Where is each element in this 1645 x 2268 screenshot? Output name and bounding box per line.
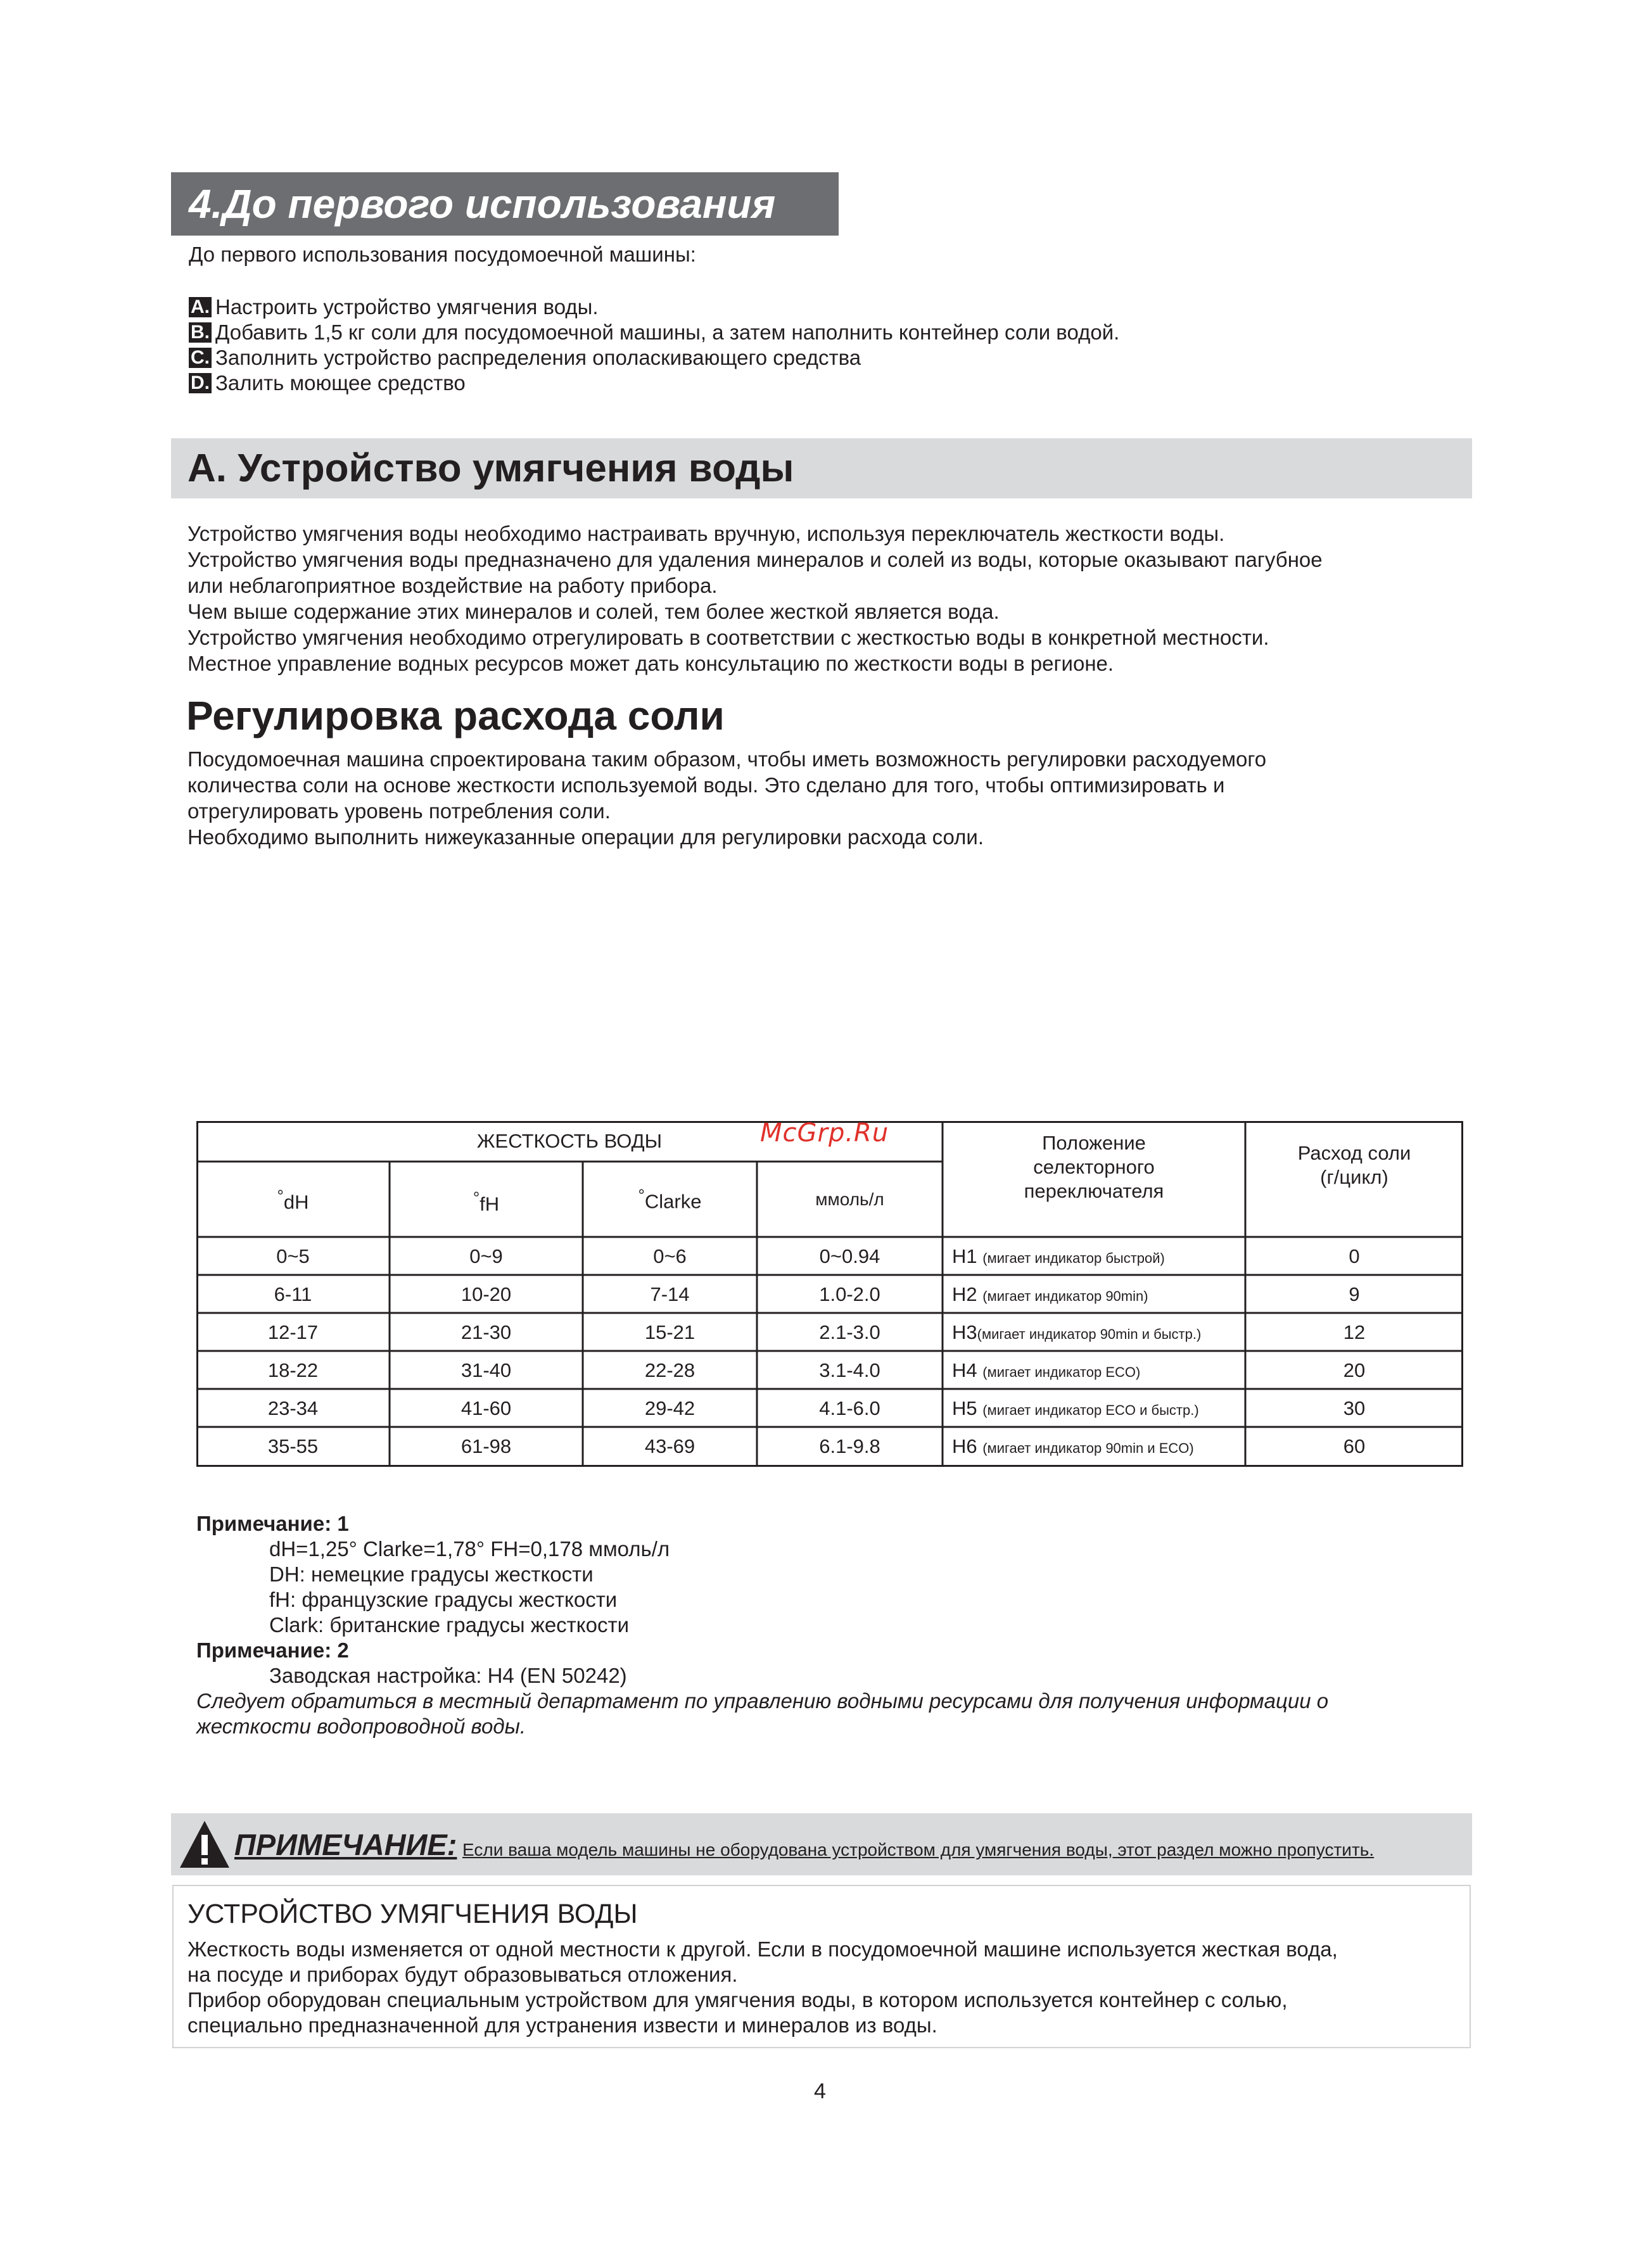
cell-position <box>952 1321 1201 1344</box>
step-letter: C. <box>189 348 212 368</box>
paragraph-line: или неблагоприятное воздействие на работу прибора. <box>187 574 718 597</box>
page-number: 4 <box>814 2079 826 2103</box>
paragraph-line: Местное управление водных ресурсов может дать консультацию по жесткости воды в регионе. <box>187 652 1114 675</box>
step-letter: A. <box>189 297 212 317</box>
cell-salt: 12 <box>1343 1321 1366 1343</box>
cell-position <box>952 1283 1148 1306</box>
warning-bar <box>171 1813 1472 1875</box>
paragraph-line: Устройство умягчения воды предназначено для удаления минералов и солей из воды, которые оказывают пагубное <box>187 548 1323 571</box>
step-item <box>189 295 1119 320</box>
selector-header <box>943 1131 1245 1203</box>
step-letter: B. <box>189 322 212 343</box>
watermark: McGrp.Ru <box>760 1118 889 1148</box>
paragraph-line: Посудомоечная машина спроектирована таким образом, чтобы иметь возможность регулировки расходуемого <box>187 747 1267 771</box>
paragraph-line: Устройство умягчения необходимо отрегулировать в соответствии с жесткостью воды в конкретной местности. <box>187 626 1269 649</box>
cell-position <box>952 1435 1194 1458</box>
cell-dh: 35-55 <box>267 1435 319 1457</box>
paragraph-line: Прибор оборудован специальным устройством для умягчения воды, в котором используется контейнер с солью, <box>187 1988 1288 2011</box>
note-line: DH: немецкие градусы жесткости <box>269 1562 594 1586</box>
cell-clarke: 0~6 <box>653 1245 687 1267</box>
degree-sign: ° <box>277 1188 284 1205</box>
cell-fh: 61-98 <box>460 1435 512 1457</box>
softener-box-text <box>187 1937 1338 2038</box>
position-indicator: (мигает индикатор ECO) <box>982 1364 1141 1380</box>
warning-icon <box>179 1820 231 1869</box>
salt-header-line: (г/цикл) <box>1320 1166 1388 1188</box>
note-line: fH: французские градусы жесткости <box>269 1588 618 1611</box>
step-item <box>189 345 1119 371</box>
clarke-header-label: Clarke <box>644 1190 702 1213</box>
cell-fh: 41-60 <box>460 1397 512 1419</box>
cell-fh: 10-20 <box>460 1283 512 1305</box>
cell-mmol: 3.1-4.0 <box>819 1359 880 1381</box>
position-code: H2 <box>952 1283 977 1305</box>
step-item <box>189 371 1119 396</box>
notes <box>196 1511 1328 1739</box>
position-code: H3 <box>952 1321 977 1343</box>
paragraph-line: специально предназначенной для устранения извести и минералов из воды. <box>187 2013 937 2037</box>
note-italic-line: жесткости водопроводной воды. <box>196 1714 526 1738</box>
position-indicator: (мигает индикатор 90min и ECO) <box>982 1440 1194 1456</box>
position-indicator: (мигает индикатор быстрой) <box>982 1250 1165 1266</box>
step-letter: D. <box>189 373 212 393</box>
cell-salt: 30 <box>1343 1397 1366 1419</box>
note-line: dH=1,25° Clarke=1,78° FH=0,178 ммоль/л <box>269 1537 670 1561</box>
cell-clarke: 15-21 <box>644 1321 695 1343</box>
note-2-title: Примечание: 2 <box>196 1638 349 1662</box>
note-italic-line: Следует обратиться в местный департамент по управлению водными ресурсами для получения информации о <box>196 1689 1329 1713</box>
cell-salt: 60 <box>1343 1435 1366 1457</box>
cell-position <box>952 1397 1199 1420</box>
cell-dh: 23-34 <box>267 1397 319 1419</box>
position-code: H5 <box>952 1397 977 1419</box>
cell-mmol: 1.0-2.0 <box>819 1283 880 1305</box>
degree-sign: ° <box>638 1187 645 1205</box>
paragraph-line: Устройство умягчения воды необходимо настраивать вручную, используя переключатель жесткости воды. <box>187 522 1225 545</box>
cell-dh: 6-11 <box>274 1283 312 1305</box>
position-indicator: (мигает индикатор ECO и быстр.) <box>982 1402 1199 1418</box>
degree-sign: ° <box>473 1189 480 1207</box>
position-code: H4 <box>952 1359 977 1381</box>
cell-fh: 0~9 <box>469 1245 503 1267</box>
cell-dh: 12-17 <box>267 1321 319 1343</box>
section-a-body <box>187 521 1473 676</box>
cell-fh: 31-40 <box>460 1359 512 1381</box>
note-line: Заводская настройка: H4 (EN 50242) <box>269 1664 627 1687</box>
dh-header-label: dH <box>283 1191 309 1213</box>
cell-mmol: 6.1-9.8 <box>819 1435 880 1457</box>
fh-header-label: fH <box>480 1193 500 1215</box>
clarke-header <box>583 1187 757 1213</box>
warning-title: ПРИМЕЧАНИЕ: <box>234 1828 457 1861</box>
note-line: Clark: британские градусы жесткости <box>269 1613 630 1637</box>
steps-list <box>189 295 1119 396</box>
dh-header <box>196 1188 390 1213</box>
salt-regulation-body <box>187 746 1473 850</box>
salt-regulation-title: Регулировка расхода соли <box>186 693 725 738</box>
step-text: Настроить устройство умягчения воды. <box>215 295 599 319</box>
paragraph-line: Чем выше содержание этих минералов и солей, тем более жесткой является вода. <box>187 600 1000 623</box>
cell-clarke: 7-14 <box>650 1283 690 1305</box>
warning-text: Если ваша модель машины не оборудована устройством для умягчения воды, этот раздел можно пропустить. <box>462 1840 1375 1859</box>
cell-mmol: 4.1-6.0 <box>819 1397 880 1419</box>
mmol-header: ммоль/л <box>815 1189 884 1209</box>
position-code: H1 <box>952 1245 977 1267</box>
cell-position <box>952 1245 1165 1268</box>
section-a-title: A. Устройство умягчения воды <box>171 438 1472 498</box>
cell-clarke: 43-69 <box>644 1435 695 1457</box>
cell-mmol: 0~0.94 <box>819 1245 880 1267</box>
cell-salt: 20 <box>1343 1359 1366 1381</box>
cell-position <box>952 1359 1140 1382</box>
fh-header <box>390 1189 583 1215</box>
hardness-header: ЖЕСТКОСТЬ ВОДЫ <box>476 1130 663 1152</box>
paragraph-line: отрегулировать уровень потребления соли. <box>187 799 611 823</box>
selector-header-line: селекторного <box>1033 1156 1155 1178</box>
step-text: Залить моющее средство <box>215 371 466 395</box>
paragraph-line: Жесткость воды изменяется от одной местности к другой. Если в посудомоечной машине используется жесткая вода, <box>187 1937 1338 1961</box>
position-indicator: (мигает индикатор 90min) <box>982 1288 1148 1304</box>
step-item <box>189 320 1119 345</box>
section-4-intro: До первого использования посудомоечной машины: <box>189 243 696 266</box>
cell-mmol: 2.1-3.0 <box>819 1321 880 1343</box>
paragraph-line: Необходимо выполнить нижеуказанные операции для регулировки расхода соли. <box>187 825 984 849</box>
salt-header <box>1245 1141 1463 1189</box>
softener-box-title: УСТРОЙСТВО УМЯГЧЕНИЯ ВОДЫ <box>187 1899 638 1929</box>
cell-fh: 21-30 <box>460 1321 512 1343</box>
step-text: Заполнить устройство распределения ополаскивающего средства <box>215 346 861 369</box>
softener-info-box <box>172 1885 1471 2048</box>
cell-salt: 0 <box>1349 1245 1360 1267</box>
paragraph-line: на посуде и приборах будут образовываться отложения. <box>187 1963 738 1986</box>
note-1-title: Примечание: 1 <box>196 1512 349 1535</box>
salt-header-line: Расход соли <box>1297 1142 1411 1164</box>
section-4-title: 4.До первого использования <box>171 172 839 236</box>
selector-header-line: Положение <box>1042 1132 1146 1154</box>
cell-clarke: 29-42 <box>644 1397 695 1419</box>
position-code: H6 <box>952 1435 977 1457</box>
cell-clarke: 22-28 <box>644 1359 695 1381</box>
position-indicator: (мигает индикатор 90min и быстр.) <box>977 1326 1202 1342</box>
paragraph-line: количества соли на основе жесткости используемой воды. Это сделано для того, чтобы оптимизировать и <box>187 773 1225 797</box>
selector-header-line: переключателя <box>1024 1180 1164 1202</box>
water-hardness-table <box>196 1121 1463 1467</box>
cell-dh: 0~5 <box>276 1245 310 1267</box>
cell-dh: 18-22 <box>267 1359 319 1381</box>
cell-salt: 9 <box>1349 1283 1360 1305</box>
step-text: Добавить 1,5 кг соли для посудомоечной машины, а затем наполнить контейнер соли водой. <box>215 320 1120 344</box>
